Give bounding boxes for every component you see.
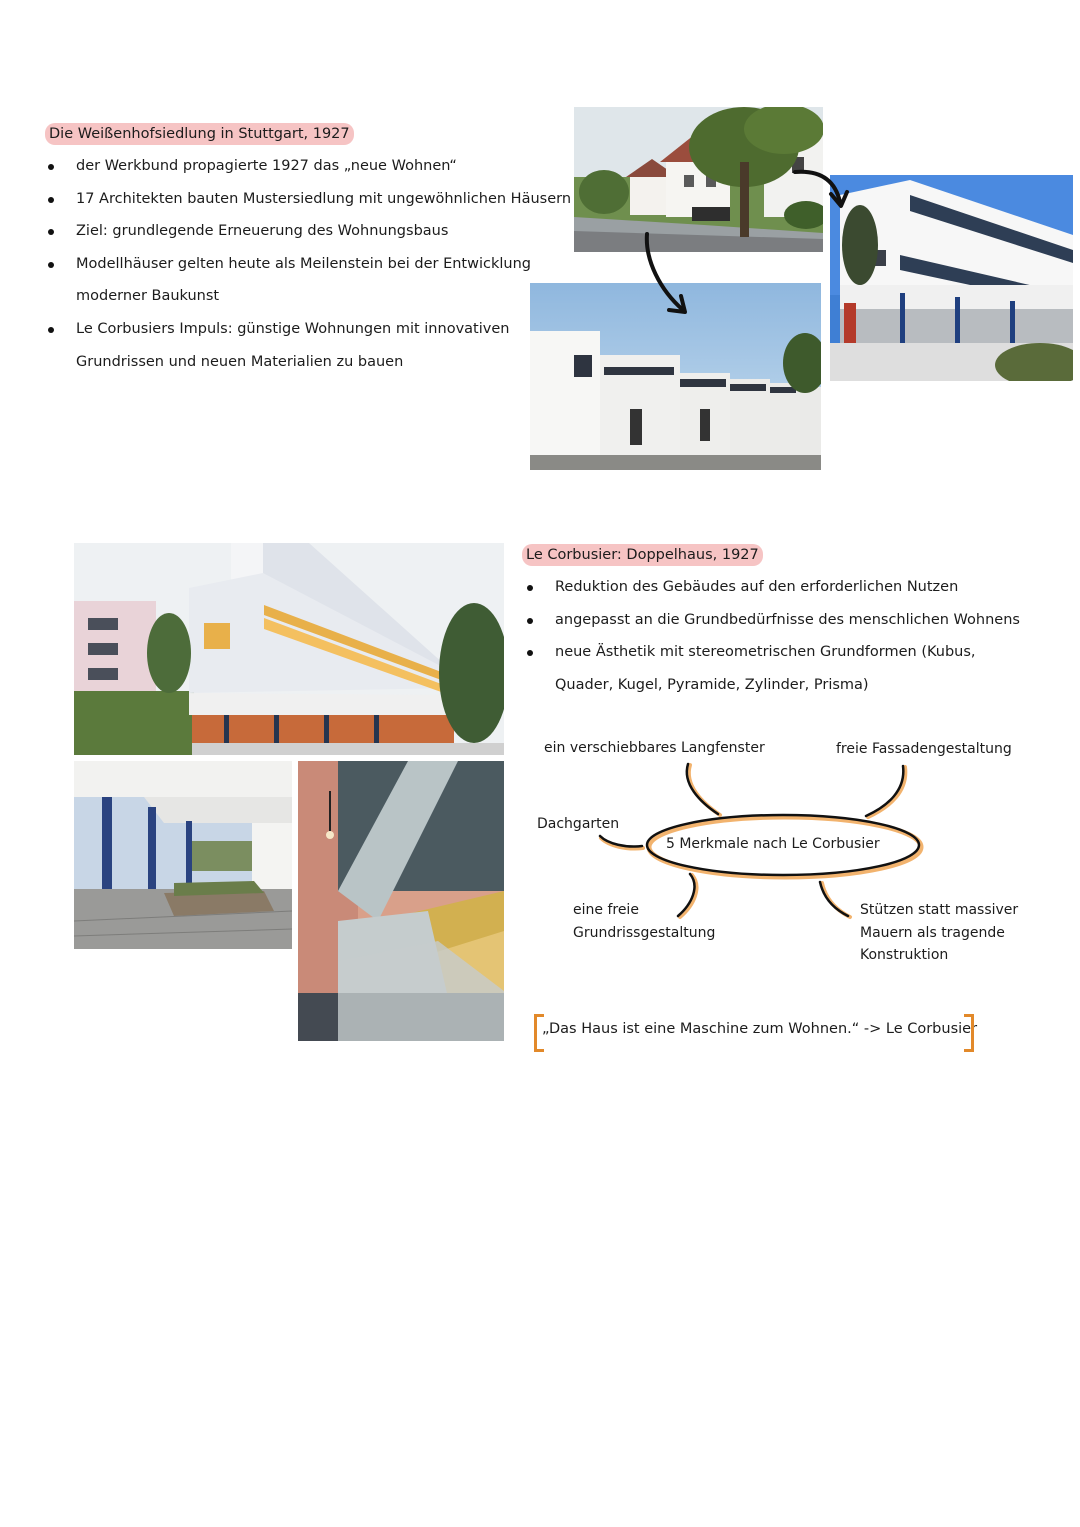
- section1-bullet-4: Modellhäuser gelten heute als Meilenstein bei der Entwicklung moderner Baukunst: [48, 248, 536, 313]
- section2-title: Le Corbusier: Doppelhaus, 1927: [522, 544, 763, 566]
- bullet-dot-icon: [48, 197, 54, 203]
- section1-bullet-5: Le Corbusiers Impuls: günstige Wohnungen mit innovativen Grundrissen und neuen Materialien zu bauen: [48, 313, 516, 378]
- bullet-dot-icon: [48, 164, 54, 170]
- mindmap-feature-fassade: freie Fassadengestaltung: [836, 741, 1012, 757]
- section2-bullet-list: [527, 571, 1027, 701]
- photo-corbusier-roof-garden: [74, 761, 292, 949]
- quote-bracket-right: [964, 1014, 974, 1052]
- photo-corbusier-house-evening: [74, 543, 504, 755]
- arrow-icon-connector: [635, 160, 855, 320]
- bullet-dot-icon: [527, 650, 533, 656]
- quote-text: „Das Haus ist eine Maschine zum Wohnen.“ -> Le Corbusier: [542, 1021, 978, 1037]
- bullet-dot-icon: [527, 585, 533, 591]
- mindmap-feature-dachgarten: Dachgarten: [537, 816, 620, 832]
- bullet-dot-icon: [527, 618, 533, 624]
- photo-corbusier-interior: [298, 761, 504, 1041]
- section2-bullet-3: neue Ästhetik mit stereometrischen Grundformen (Kubus, Quader, Kugel, Pyramide, Zylinder, Prisma): [527, 636, 995, 701]
- mindmap-center: 5 Merkmale nach Le Corbusier: [666, 836, 880, 852]
- section1-bullet-list: [48, 150, 572, 378]
- mindmap-feature-grundriss: eine freie Grundrissgestaltung: [573, 902, 716, 941]
- mindmap-feature-stuetzen: Stützen statt massiver Mauern als tragende Konstruktion: [860, 902, 1019, 963]
- section1-bullet-2: 17 Architekten bauten Mustersiedlung mit ungewöhnlichen Häusern: [48, 183, 568, 216]
- section2-bullet-1: Reduktion des Gebäudes auf den erforderlichen Nutzen: [527, 571, 1027, 604]
- section1-bullet-3: Ziel: grundlegende Erneuerung des Wohnungsbaus: [48, 215, 568, 248]
- section2-bullet-2: angepasst an die Grundbedürfnisse des menschlichen Wohnens: [527, 604, 1027, 637]
- bullet-dot-icon: [48, 229, 54, 235]
- section1-bullet-1: der Werkbund propagierte 1927 das „neue Wohnen“: [48, 150, 568, 183]
- bullet-dot-icon: [48, 262, 54, 268]
- photo-corbusier-house-exterior: [830, 175, 1073, 381]
- bullet-dot-icon: [48, 327, 54, 333]
- mindmap-feature-langfenster: ein verschiebbares Langfenster: [544, 740, 765, 756]
- section1-title: Die Weißenhofsiedlung in Stuttgart, 1927: [45, 123, 354, 145]
